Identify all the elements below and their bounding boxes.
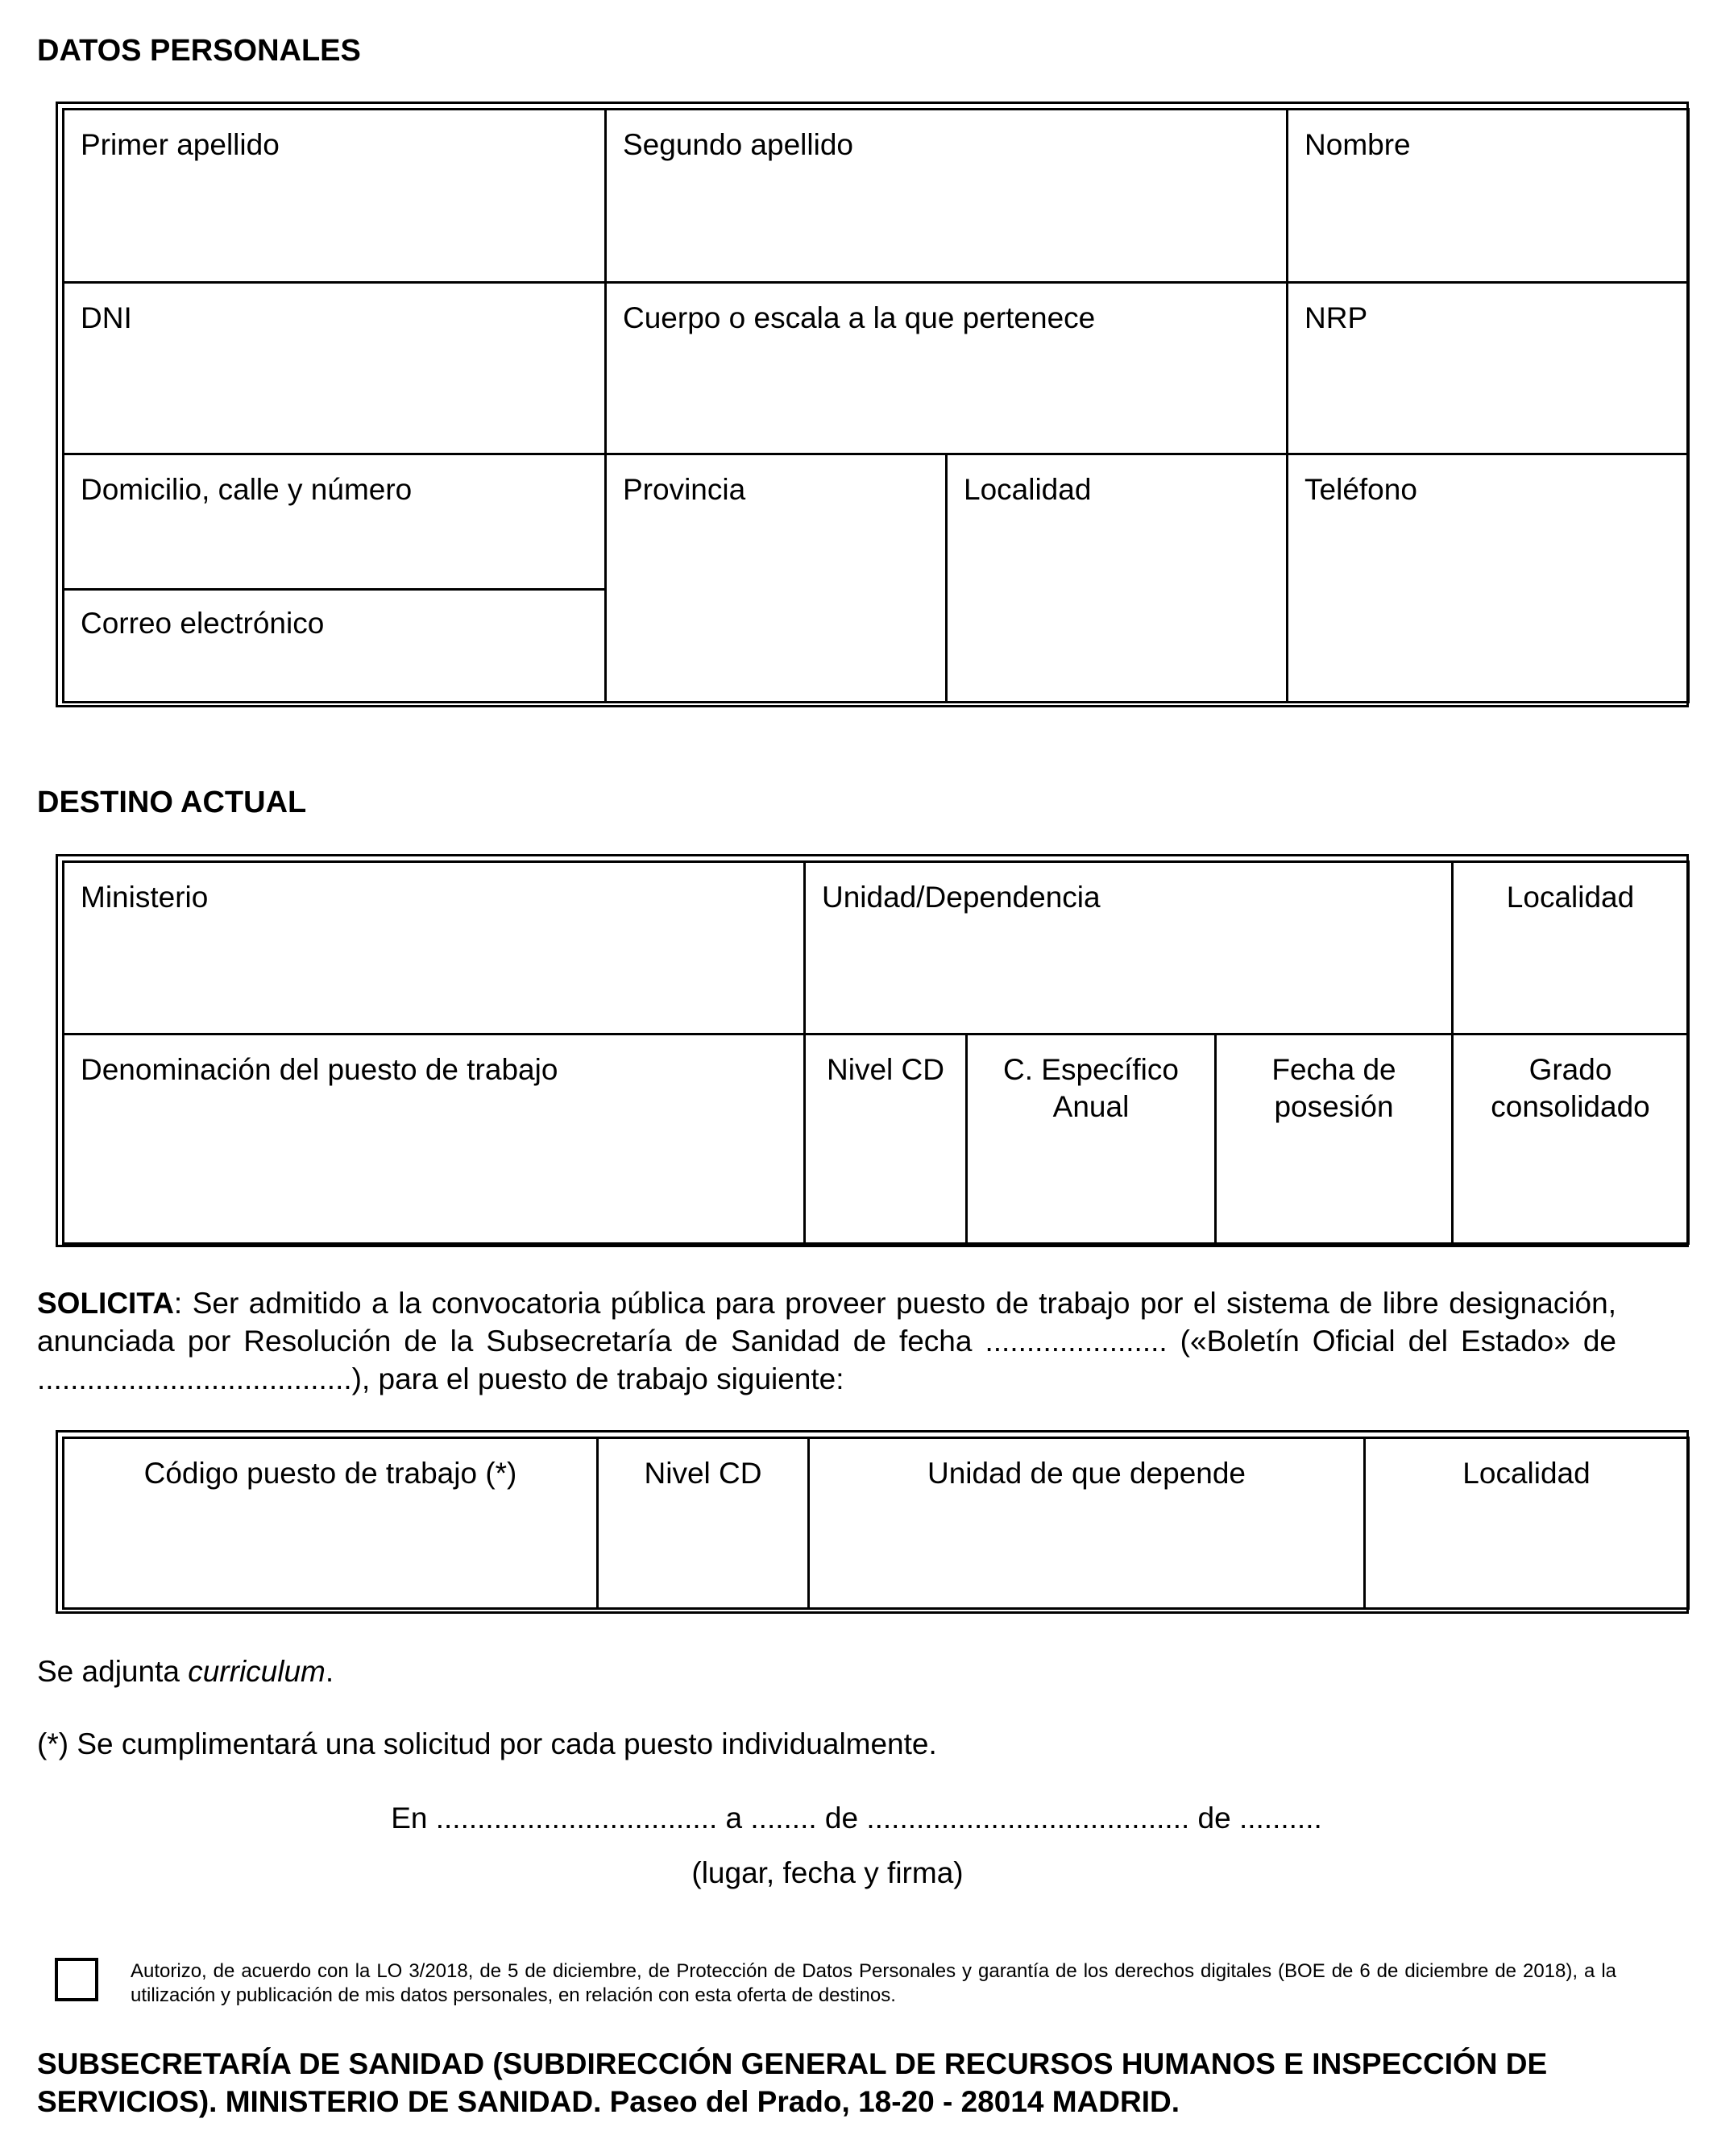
field-provincia[interactable] xyxy=(606,454,947,703)
field-nombre[interactable] xyxy=(1288,110,1689,283)
adjunta-em: curriculum xyxy=(188,1655,326,1688)
field-label: Código puesto de trabajo (*) xyxy=(143,1457,517,1490)
firma-caption: (lugar, fecha y firma) xyxy=(691,1856,964,1889)
field-nivel-cd[interactable] xyxy=(805,1034,967,1244)
consent-text: Autorizo, de acuerdo con la LO 3/2018, de 5 de diciembre, de Protección de Datos Personales y garantía de los derechos digitales (BOE de 6 de diciembre de 2018), a la utilización y publicación de mis datos personales, en relación con esta oferta de destinos. xyxy=(131,1960,1616,2006)
field-label: Localidad xyxy=(1506,881,1635,914)
field-label: Localidad xyxy=(964,473,1092,506)
field-label: Correo electrónico xyxy=(81,607,325,640)
field-label: Unidad de que depende xyxy=(927,1457,1246,1490)
nota-puesto-individual: (*) Se cumplimentará una solicitud por cada puesto individualmente. xyxy=(37,1727,937,1760)
footer-address: SUBSECRETARÍA DE SANIDAD (SUBDIRECCIÓN GENERAL DE RECURSOS HUMANOS E INSPECCIÓN DE SERVICIOS). MINISTERIO DE SANIDAD. Paseo del Prado, 18-20 - 28014 MADRID. xyxy=(37,2047,1548,2118)
solicita-text: : Ser admitido a la convocatoria pública para proveer puesto de trabajo por el sistema de libre designación, anunciada por Resolución de la Subsecretaría de Sanidad de fecha ...................... («Boletín Oficial del Estado» de ......................................), para el puesto de trabajo siguiente: xyxy=(37,1287,1616,1395)
field-label: Cuerpo o escala a la que pertenece xyxy=(623,301,1096,334)
puesto-solicitado-table xyxy=(56,1430,1689,1614)
adjunta-prefix: Se adjunta xyxy=(37,1655,189,1688)
field-c-especifico-anual[interactable] xyxy=(967,1034,1216,1244)
datos-personales-table xyxy=(56,102,1689,707)
field-ministerio[interactable] xyxy=(64,862,805,1034)
field-label: Unidad/Dependencia xyxy=(822,881,1101,914)
field-unidad-depende[interactable] xyxy=(809,1438,1365,1609)
field-label: Anual xyxy=(1052,1090,1130,1123)
section-title-datos-personales: DATOS PERSONALES xyxy=(37,34,361,68)
field-correo-electronico[interactable] xyxy=(64,590,606,703)
field-label: Nombre xyxy=(1304,128,1411,161)
field-localidad-puesto[interactable] xyxy=(1365,1438,1689,1609)
field-nivel-cd-solicitado[interactable] xyxy=(598,1438,809,1609)
section-title-destino-actual: DESTINO ACTUAL xyxy=(37,786,307,819)
field-label: consolidado xyxy=(1491,1090,1650,1123)
field-label: Segundo apellido xyxy=(623,128,853,161)
field-label: Denominación del puesto de trabajo xyxy=(81,1053,558,1086)
field-label: C. Específico xyxy=(1003,1053,1179,1086)
field-dni[interactable] xyxy=(64,283,606,454)
field-label: NRP xyxy=(1304,301,1368,334)
field-fecha-posesion[interactable] xyxy=(1216,1034,1453,1244)
firma-line: En .................................. a ........ de ....................................... de .......... xyxy=(391,1802,1322,1835)
adjunta-curriculum xyxy=(37,1656,334,1686)
field-cuerpo-escala[interactable] xyxy=(606,283,1288,454)
field-label: Nivel CD xyxy=(827,1053,944,1086)
solicita-paragraph xyxy=(37,1284,1616,1398)
adjunta-suffix: . xyxy=(325,1655,334,1688)
field-primer-apellido[interactable] xyxy=(64,110,606,283)
field-unidad-dependencia[interactable] xyxy=(805,862,1453,1034)
field-label: DNI xyxy=(81,301,132,334)
field-codigo-puesto[interactable] xyxy=(64,1438,598,1609)
field-label: Grado xyxy=(1528,1053,1612,1086)
field-denominacion-puesto[interactable] xyxy=(64,1034,805,1244)
field-label: Provincia xyxy=(623,473,746,506)
field-localidad[interactable] xyxy=(947,454,1288,703)
field-telefono[interactable] xyxy=(1288,454,1689,703)
field-label: Domicilio, calle y número xyxy=(81,473,413,506)
field-label: Primer apellido xyxy=(81,128,280,161)
solicita-label: SOLICITA xyxy=(37,1287,174,1320)
field-segundo-apellido[interactable] xyxy=(606,110,1288,283)
field-domicilio[interactable] xyxy=(64,454,606,590)
field-label: Localidad xyxy=(1462,1457,1591,1490)
destino-actual-table xyxy=(56,854,1689,1247)
field-label: posesión xyxy=(1274,1090,1394,1123)
field-label: Ministerio xyxy=(81,881,209,914)
field-nrp[interactable] xyxy=(1288,283,1689,454)
field-localidad-destino[interactable] xyxy=(1453,862,1689,1034)
consent-checkbox[interactable] xyxy=(55,1958,98,2001)
field-label: Fecha de xyxy=(1271,1053,1396,1086)
field-grado-consolidado[interactable] xyxy=(1453,1034,1689,1244)
field-label: Nivel CD xyxy=(644,1457,762,1490)
field-label: Teléfono xyxy=(1304,473,1417,506)
